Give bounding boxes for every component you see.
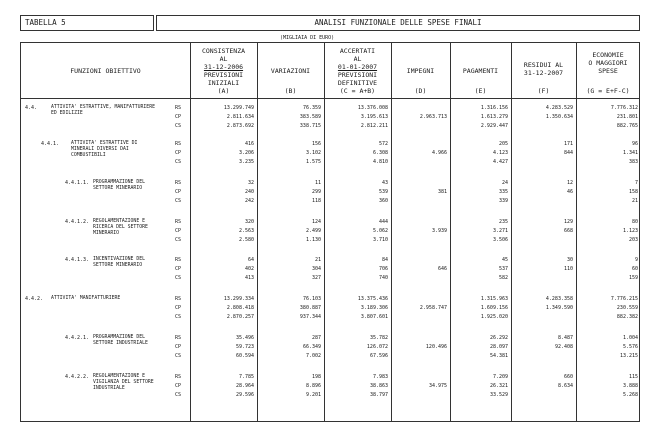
- cell-e: 2.929.447: [480, 123, 508, 129]
- cell-g: 5.268: [622, 392, 638, 398]
- row-label: ATTIVITA' MANIFATTURIERE: [51, 296, 121, 301]
- cell-g: 882.382: [616, 314, 638, 320]
- row-type: RS: [175, 219, 182, 225]
- cell-g: 882.765: [616, 123, 638, 129]
- cell-b: 198: [311, 374, 321, 380]
- cell-e: 4.427: [492, 159, 508, 165]
- cell-g: 7.776.312: [610, 105, 638, 111]
- cell-b: 21: [314, 257, 321, 263]
- cell-a: 3.206: [238, 150, 254, 156]
- cell-f: 8.634: [557, 383, 573, 389]
- cell-c: 572: [378, 141, 388, 147]
- cell-g: 231.801: [616, 114, 638, 120]
- cell-e: 24: [501, 180, 508, 186]
- cell-b: 156: [311, 141, 321, 147]
- header-col-d: IMPEGNI (D): [406, 67, 435, 95]
- cell-f: 171: [563, 141, 573, 147]
- cell-e: 1.316.156: [480, 105, 508, 111]
- cell-b: 299: [311, 189, 321, 195]
- cell-c: 2.812.211: [360, 123, 388, 129]
- cell-b: 9.201: [305, 392, 321, 398]
- cell-f: 1.349.590: [545, 305, 573, 311]
- cell-e: 26.321: [489, 383, 508, 389]
- cell-f: 4.283.529: [545, 105, 573, 111]
- column-divider: [391, 43, 392, 421]
- row-type: RS: [175, 257, 182, 263]
- cell-f: 8.487: [557, 335, 573, 341]
- cell-g: 203: [628, 237, 638, 243]
- row-code: 4.4.: [25, 105, 38, 111]
- row-type: CS: [175, 353, 182, 359]
- header-col-c: ACCERTATI AL 01-01-2007 PREVISIONI DEFINITIVE (C = A+B): [337, 47, 378, 95]
- table-title: ANALISI FUNZIONALE DELLE SPESE FINALI: [156, 15, 640, 31]
- cell-e: 1.613.279: [480, 114, 508, 120]
- row-type: CS: [175, 123, 182, 129]
- cell-b: 8.896: [305, 383, 321, 389]
- cell-b: 76.103: [302, 296, 321, 302]
- row-type: CP: [175, 114, 182, 120]
- cell-c: 4.810: [372, 159, 388, 165]
- cell-g: 230.559: [616, 305, 638, 311]
- cell-g: 383: [628, 159, 638, 165]
- cell-b: 304: [311, 266, 321, 272]
- cell-e: 3.271: [492, 228, 508, 234]
- column-divider: [450, 43, 451, 421]
- row-code: 4.4.2.2.: [65, 374, 90, 380]
- cell-g: 1.004: [622, 335, 638, 341]
- header-separator: [21, 98, 639, 99]
- row-type: CP: [175, 344, 182, 350]
- cell-a: 402: [244, 266, 254, 272]
- cell-c: 38.797: [369, 392, 388, 398]
- cell-a: 59.723: [235, 344, 254, 350]
- row-type: RS: [175, 105, 182, 111]
- cell-c: 84: [381, 257, 388, 263]
- header-funzioni: FUNZIONI OBIETTIVO: [70, 67, 141, 75]
- cell-c: 7.983: [372, 374, 388, 380]
- row-code: 4.4.2.1.: [65, 335, 90, 341]
- cell-a: 242: [244, 198, 254, 204]
- row-type: CS: [175, 198, 182, 204]
- cell-b: 2.499: [305, 228, 321, 234]
- cell-f: 129: [563, 219, 573, 225]
- cell-a: 2.580: [238, 237, 254, 243]
- cell-a: 2.808.418: [226, 305, 254, 311]
- row-type: RS: [175, 141, 182, 147]
- row-type: CP: [175, 189, 182, 195]
- cell-c: 38.863: [369, 383, 388, 389]
- cell-b: 937.344: [299, 314, 321, 320]
- cell-d: 646: [437, 266, 447, 272]
- row-type: RS: [175, 296, 182, 302]
- cell-g: 1.341: [622, 150, 638, 156]
- row-type: CS: [175, 275, 182, 281]
- cell-b: 7.002: [305, 353, 321, 359]
- cell-d: 2.963.713: [419, 114, 447, 120]
- cell-b: 66.349: [302, 344, 321, 350]
- cell-a: 240: [244, 189, 254, 195]
- row-type: CP: [175, 266, 182, 272]
- cell-e: 1.315.963: [480, 296, 508, 302]
- cell-e: 582: [498, 275, 508, 281]
- cell-b: 383.589: [299, 114, 321, 120]
- cell-a: 32: [247, 180, 254, 186]
- cell-f: 92.408: [554, 344, 573, 350]
- cell-g: 96: [631, 141, 638, 147]
- cell-b: 327: [311, 275, 321, 281]
- column-divider: [576, 43, 577, 421]
- cell-d: 3.939: [431, 228, 447, 234]
- cell-a: 2.563: [238, 228, 254, 234]
- cell-a: 2.873.692: [226, 123, 254, 129]
- cell-a: 28.964: [235, 383, 254, 389]
- cell-f: 844: [563, 150, 573, 156]
- header-col-f: RESIDUI AL 31-12-2007 (F): [523, 61, 564, 95]
- cell-b: 1.575: [305, 159, 321, 165]
- cell-e: 54.381: [489, 353, 508, 359]
- row-type: CS: [175, 314, 182, 320]
- cell-c: 539: [378, 189, 388, 195]
- cell-g: 9: [634, 257, 638, 263]
- cell-c: 3.807.601: [360, 314, 388, 320]
- cell-d: 4.966: [431, 150, 447, 156]
- cell-c: 3.195.613: [360, 114, 388, 120]
- cell-e: 339: [498, 198, 508, 204]
- row-code: 4.4.1.1.: [65, 180, 90, 186]
- cell-e: 205: [498, 141, 508, 147]
- cell-f: 12: [566, 180, 573, 186]
- header-col-b: VARIAZIONI (B): [270, 67, 311, 95]
- cell-a: 416: [244, 141, 254, 147]
- cell-f: 668: [563, 228, 573, 234]
- cell-e: 537: [498, 266, 508, 272]
- cell-e: 1.609.156: [480, 305, 508, 311]
- cell-g: 7.776.215: [610, 296, 638, 302]
- header-col-e: PAGAMENTI (E): [462, 67, 499, 95]
- cell-e: 1.925.020: [480, 314, 508, 320]
- cell-d: 34.975: [428, 383, 447, 389]
- cell-b: 380.887: [299, 305, 321, 311]
- cell-e: 235: [498, 219, 508, 225]
- row-label: ATTIVITA' ESTRATTIVE DI MINERALI DIVERSI DAI COMBUSTIBILI: [71, 141, 138, 158]
- cell-e: 7.209: [492, 374, 508, 380]
- cell-g: 1.123: [622, 228, 638, 234]
- cell-b: 118: [311, 198, 321, 204]
- row-code: 4.4.1.3.: [65, 257, 90, 263]
- row-type: CS: [175, 159, 182, 165]
- cell-f: 660: [563, 374, 573, 380]
- row-code: 4.4.2.: [25, 296, 44, 302]
- cell-a: 3.235: [238, 159, 254, 165]
- row-code: 4.4.1.: [41, 141, 60, 147]
- cell-e: 33.529: [489, 392, 508, 398]
- cell-g: 3.888: [622, 383, 638, 389]
- cell-c: 43: [381, 180, 388, 186]
- unit-note: (MIGLIAIA DI EURO): [280, 35, 335, 41]
- column-divider: [511, 43, 512, 421]
- data-table: [20, 42, 640, 422]
- cell-a: 35.496: [235, 335, 254, 341]
- row-type: RS: [175, 180, 182, 186]
- cell-c: 13.375.436: [357, 296, 388, 302]
- cell-c: 5.062: [372, 228, 388, 234]
- cell-a: 13.299.749: [223, 105, 254, 111]
- cell-g: 115: [628, 374, 638, 380]
- cell-c: 740: [378, 275, 388, 281]
- cell-g: 158: [628, 189, 638, 195]
- cell-b: 76.359: [302, 105, 321, 111]
- row-label: PROGRAMMAZIONE DEL SETTORE INDUSTRIALE: [93, 335, 148, 346]
- row-type: CP: [175, 305, 182, 311]
- cell-e: 28.097: [489, 344, 508, 350]
- cell-g: 13.215: [619, 353, 638, 359]
- cell-f: 110: [563, 266, 573, 272]
- cell-b: 287: [311, 335, 321, 341]
- cell-b: 338.715: [299, 123, 321, 129]
- cell-a: 60.594: [235, 353, 254, 359]
- cell-e: 4.123: [492, 150, 508, 156]
- column-divider: [324, 43, 325, 421]
- cell-a: 413: [244, 275, 254, 281]
- cell-b: 124: [311, 219, 321, 225]
- row-label: ATTIVITA' ESTRATTIVE, MANIFATTURIERE ED EDILIZIE: [51, 105, 155, 116]
- cell-f: 4.283.358: [545, 296, 573, 302]
- row-type: RS: [175, 335, 182, 341]
- row-type: CS: [175, 392, 182, 398]
- cell-c: 360: [378, 198, 388, 204]
- cell-e: 335: [498, 189, 508, 195]
- cell-b: 11: [314, 180, 321, 186]
- row-type: CP: [175, 150, 182, 156]
- cell-b: 1.130: [305, 237, 321, 243]
- cell-a: 13.299.334: [223, 296, 254, 302]
- cell-c: 13.376.008: [357, 105, 388, 111]
- cell-a: 64: [247, 257, 254, 263]
- column-divider: [190, 43, 191, 421]
- cell-c: 126.072: [366, 344, 388, 350]
- cell-a: 2.811.634: [226, 114, 254, 120]
- cell-g: 5.576: [622, 344, 638, 350]
- row-label: REGOLAMENTAZIONE E VIGILANZA DEL SETTORE INDUSTRIALE: [93, 374, 154, 391]
- header-col-a: CONSISTENZA AL 31-12-2006 PREVISIONI INIZIALI (A): [201, 47, 246, 95]
- cell-f: 30: [566, 257, 573, 263]
- cell-c: 3.189.306: [360, 305, 388, 311]
- cell-c: 3.710: [372, 237, 388, 243]
- header-col-g: ECONOMIE O MAGGIORI SPESE (G = E+F-C): [586, 51, 630, 95]
- cell-g: 80: [631, 219, 638, 225]
- cell-f: 46: [566, 189, 573, 195]
- cell-g: 7: [634, 180, 638, 186]
- cell-b: 3.102: [305, 150, 321, 156]
- row-label: REGOLAMENTAZIONE E RICERCA DEL SETTORE MINERARIO: [93, 219, 148, 236]
- row-code: 4.4.1.2.: [65, 219, 90, 225]
- row-type: RS: [175, 374, 182, 380]
- cell-e: 26.292: [489, 335, 508, 341]
- cell-g: 21: [631, 198, 638, 204]
- cell-c: 706: [378, 266, 388, 272]
- cell-a: 29.596: [235, 392, 254, 398]
- cell-g: 60: [631, 266, 638, 272]
- column-divider: [257, 43, 258, 421]
- row-label: INCENTIVAZIONE DEL SETTORE MINERARIO: [93, 257, 145, 268]
- cell-c: 444: [378, 219, 388, 225]
- row-type: CP: [175, 383, 182, 389]
- cell-c: 67.596: [369, 353, 388, 359]
- cell-a: 320: [244, 219, 254, 225]
- cell-c: 6.308: [372, 150, 388, 156]
- cell-a: 2.870.257: [226, 314, 254, 320]
- row-type: CS: [175, 237, 182, 243]
- cell-e: 3.506: [492, 237, 508, 243]
- row-label: PROGRAMMAZIONE DEL SETTORE MINERARIO: [93, 180, 145, 191]
- table-number: TABELLA 5: [20, 15, 154, 31]
- cell-g: 159: [628, 275, 638, 281]
- cell-e: 45: [501, 257, 508, 263]
- cell-a: 7.785: [238, 374, 254, 380]
- row-type: CP: [175, 228, 182, 234]
- cell-d: 2.958.747: [419, 305, 447, 311]
- cell-d: 120.496: [425, 344, 447, 350]
- cell-f: 1.350.634: [545, 114, 573, 120]
- cell-c: 35.782: [369, 335, 388, 341]
- cell-d: 381: [437, 189, 447, 195]
